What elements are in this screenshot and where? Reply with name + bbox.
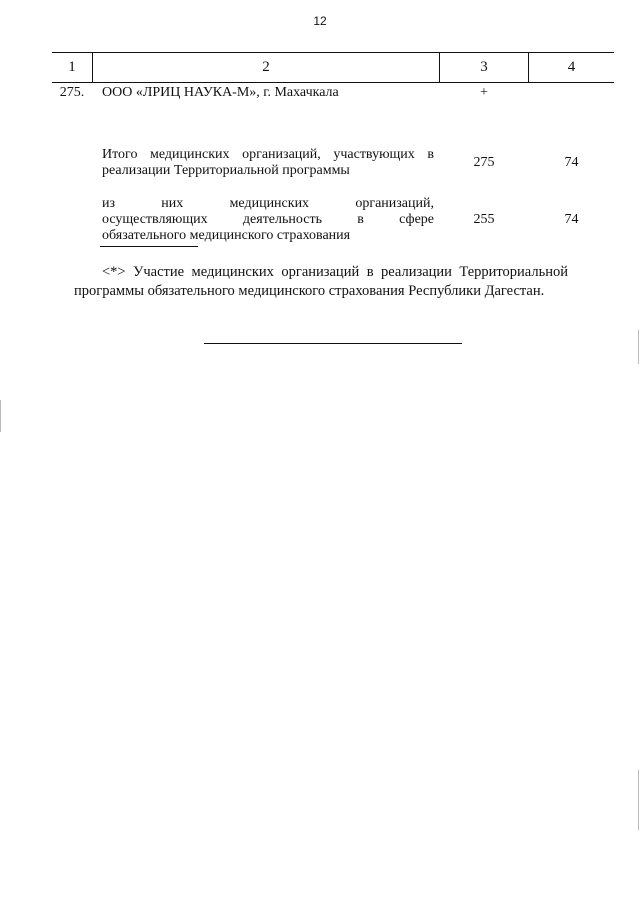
header-col-1: 1 [68,59,76,75]
oms-col4-value: 74 [564,212,579,227]
oms-label-line-1: из них медицинских организаций, [102,196,434,211]
footnote-separator [100,246,198,247]
organizations-table [52,52,614,243]
header-col-3: 3 [480,59,488,75]
scan-edge-mark [0,400,1,432]
organization-name: ООО «ЛРИЦ НАУКА-М», г. Махачкала [102,85,339,100]
footnote-line-1: <*> Участие медицинских организаций в реализации Территориальной [102,264,568,280]
scan-edge-mark [638,330,639,364]
total-label-line-1: Итого медицинских организаций, участвующих в [102,147,434,162]
footnote [74,263,568,301]
row-col3-mark: + [480,85,488,100]
header-col-4: 4 [567,59,576,75]
end-of-document-rule [204,343,462,344]
footnote-line-2: программы обязательного медицинского страхования Республики Дагестан. [74,283,545,299]
table-body [52,83,614,243]
table-header [52,52,614,83]
row-number: 275. [59,85,85,100]
total-label-line-2: реализации Территориальной программы [102,163,350,178]
header-col-2: 2 [262,59,270,75]
oms-label-line-3: обязательного медицинского страхования [102,228,351,243]
page-number: 12 [313,14,327,28]
oms-label-line-2: осуществляющих деятельность в сфере [102,212,434,227]
oms-col3-value: 255 [473,212,495,227]
total-col3-value: 275 [473,155,495,170]
scan-edge-mark [638,770,639,830]
total-col4-value: 74 [564,155,579,170]
